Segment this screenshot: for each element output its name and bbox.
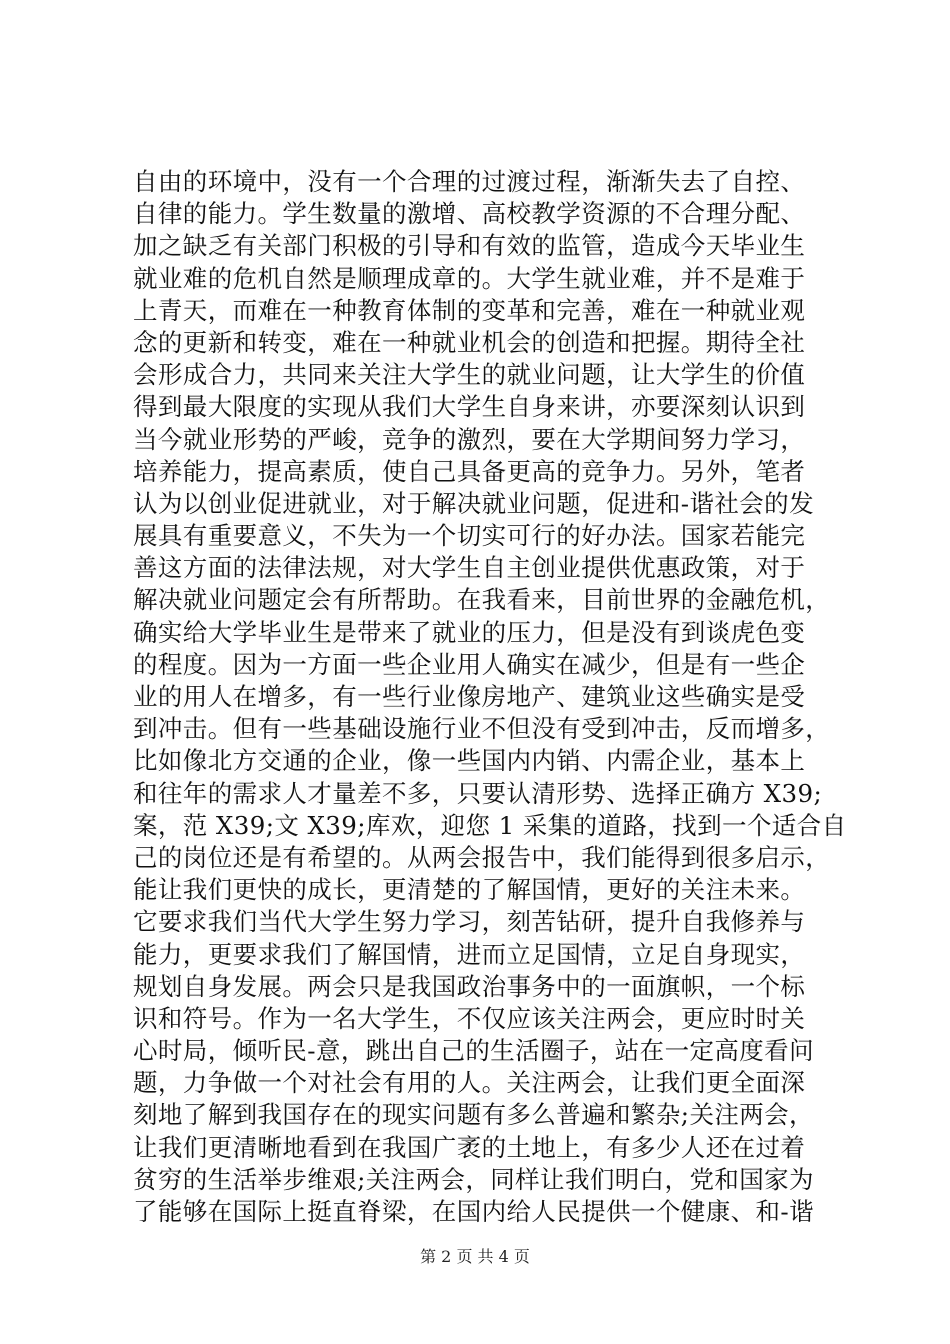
body-text-line: 己的岗位还是有希望的。从两会报告中，我们能得到很多启示， (133, 842, 831, 872)
body-text-line: 自由的环境中，没有一个合理的过渡过程，渐渐失去了自控、 (133, 167, 806, 196)
body-text-line: 展具有重要意义，不失为一个切实可行的好办法。国家若能完 (133, 521, 806, 551)
body-text-line: 识和符号。作为一名大学生，不仅应该关注两会，更应时时关 (133, 1003, 806, 1033)
body-text-line: 确实给大学毕业生是带来了就业的压力，但是没有到谈虎色变 (133, 617, 806, 647)
body-text-line: 刻地了解到我国存在的现实问题有多么普遍和繁杂;关注两会， (133, 1100, 814, 1130)
body-text-line: 培养能力，提高素质，使自己具备更高的竞争力。另外，笔者 (133, 456, 806, 486)
body-text-line: 解决就业问题定会有所帮助。在我看来，目前世界的金融危机， (133, 585, 831, 615)
body-text-line: 当今就业形势的严峻，竞争的激烈，要在大学期间努力学习， (133, 424, 806, 454)
body-text-line: 加之缺乏有关部门积极的引导和有效的监管，造成今天毕业生 (133, 231, 806, 261)
body-text-line: 心时局，倾听民-意，跳出自己的生活圈子，站在一定高度看问 (133, 1036, 814, 1066)
body-text-line: 了能够在国际上挺直脊梁，在国内给人民提供一个健康、和-谐 (133, 1197, 814, 1226)
body-text-line: 上青天，而难在一种教育体制的变革和完善，难在一种就业观 (133, 295, 806, 325)
body-text-line: 贫穷的生活举步维艰;关注两会，同样让我们明白，党和国家为 (133, 1164, 814, 1194)
page-number-footer: 第 2 页 共 4 页 (420, 1247, 530, 1266)
document-body (133, 166, 863, 1228)
body-text-line: 它要求我们当代大学生努力学习，刻苦钻研，提升自我修养与 (133, 907, 806, 937)
body-text-line: 会形成合力，共同来关注大学生的就业问题，让大学生的价值 (133, 360, 806, 390)
body-text-line: 就业难的危机自然是顺理成章的。大学生就业难，并不是难于 (133, 263, 806, 293)
body-text-line: 认为以创业促进就业，对于解决就业问题，促进和-谐社会的发 (133, 488, 814, 518)
body-text-line: 能力，更要求我们了解国情，进而立足国情，立足自身现实， (133, 939, 806, 969)
body-text-line: 规划自身发展。两会只是我国政治事务中的一面旗帜，一个标 (133, 971, 806, 1001)
body-text-line: 题，力争做一个对社会有用的人。关注两会，让我们更全面深 (133, 1068, 806, 1098)
body-text-line: 能让我们更快的成长，更清楚的了解国情，更好的关注未来。 (133, 875, 806, 905)
body-text-line: 案，范 X39;文 X39;库欢，迎您 1 采集的道路，找到一个适合自 (133, 810, 847, 840)
body-text-line: 的程度。因为一方面一些企业用人确实在减少，但是有一些企 (133, 649, 806, 679)
body-text-line: 和往年的需求人才量差不多，只要认清形势、选择正确方 X39; (133, 778, 823, 808)
body-text-line: 比如像北方交通的企业，像一些国内内销、内需企业，基本上 (133, 746, 806, 776)
body-text-line: 业的用人在增多，有一些行业像房地产、建筑业这些确实是受 (133, 682, 806, 711)
body-text-line: 善这方面的法律法规，对大学生自主创业提供优惠政策，对于 (133, 553, 806, 583)
body-text-line: 自律的能力。学生数量的激增、高校教学资源的不合理分配、 (133, 199, 806, 229)
body-text-line: 让我们更清晰地看到在我国广袤的土地上，有多少人还在过着 (133, 1132, 806, 1162)
body-text-line: 得到最大限度的实现从我们大学生自身来讲，亦要深刻认识到 (133, 392, 806, 422)
body-text-line: 到冲击。但有一些基础设施行业不但没有受到冲击，反而增多， (133, 714, 831, 744)
body-text-line: 念的更新和转变，难在一种就业机会的创造和把握。期待全社 (133, 327, 806, 357)
